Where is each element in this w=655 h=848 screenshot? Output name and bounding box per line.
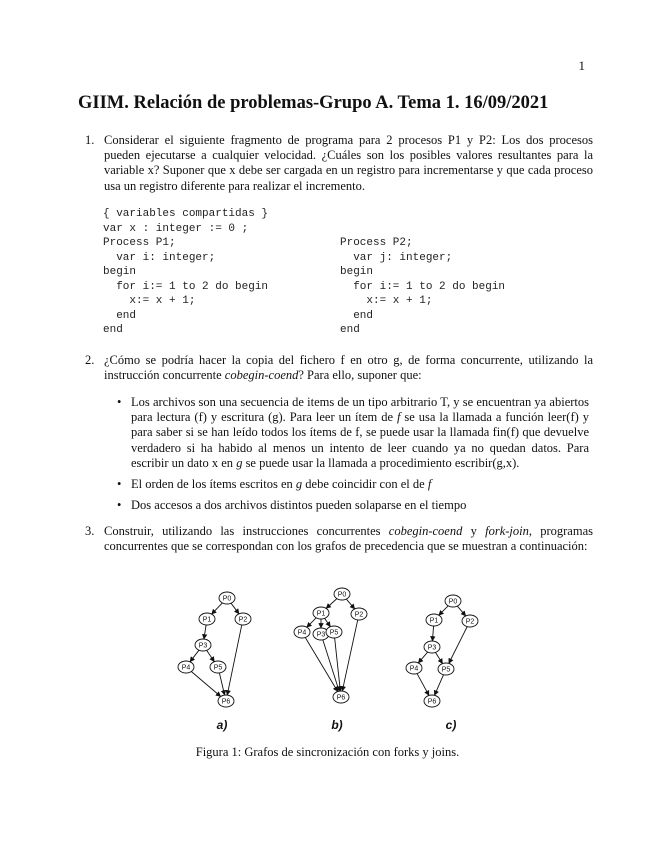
page-number: 1	[578, 58, 585, 73]
graph-node-label: P0	[222, 595, 232, 603]
graph-node-label: P6	[427, 698, 437, 706]
precedence-edge	[191, 671, 220, 696]
precedence-graphs	[170, 585, 490, 735]
precedence-edge	[323, 640, 339, 691]
code-process-p1: { variables compartidas } var x : integer := 0 ; Process P1; var i: integer; begin for i:= 1 to 2 do begin x:= x + 1; end end	[103, 208, 269, 336]
problem-text: Construir, utilizando las instrucciones concurrentes cobegin-coend y fork-join, programas concurrentes que se correspondan con los grafos de precedencia que se muestran a continuación:	[104, 524, 593, 554]
graph-node-label: P4	[297, 629, 307, 637]
precedence-edge	[204, 625, 206, 639]
problem-number: 1.	[85, 133, 95, 147]
precedence-edge	[307, 618, 316, 627]
graph-node-label: P6	[221, 698, 231, 706]
figure-caption: Figura 1: Grafos de sincronización con forks y joins.	[195, 745, 460, 759]
precedence-edge	[342, 620, 357, 691]
page-title: GIIM. Relación de problemas-Grupo A. Tema 1. 16/09/2021	[78, 93, 549, 113]
precedence-edge	[190, 650, 199, 662]
precedence-edge	[212, 603, 223, 614]
precedence-edge	[457, 606, 465, 616]
graph-node-label: P1	[429, 617, 439, 625]
precedence-edge	[207, 650, 215, 661]
graph-node-label: P3	[198, 642, 208, 650]
graph-node-label: P2	[354, 611, 364, 619]
precedence-edge	[434, 675, 443, 696]
precedence-edge	[325, 618, 331, 626]
problem-text: ¿Cómo se podría hacer la copia del fichero f en otro g, de forma concurrente, utilizando la instrucción concurrente cobegin-coend? Para ello, suponer que:	[104, 353, 593, 383]
graph-node-label: P1	[202, 616, 212, 624]
graph-node-label: P5	[213, 664, 223, 672]
graph-node-label: P4	[181, 664, 191, 672]
problem-number: 3.	[85, 524, 95, 538]
graph-node-label: P0	[337, 591, 347, 599]
graph-node-label: P6	[336, 694, 346, 702]
precedence-edge	[435, 652, 442, 663]
graph-node-label: P0	[448, 598, 458, 606]
list-item: • Dos accesos a dos archivos distintos pueden solaparse en el tiempo	[117, 498, 589, 513]
precedence-graphs-figure	[170, 585, 490, 740]
problem-1	[85, 133, 593, 194]
problem-3	[85, 524, 593, 554]
graph-node-label: P1	[316, 610, 326, 618]
graph-node-label: P3	[316, 631, 326, 639]
precedence-edge	[326, 599, 337, 609]
precedence-edge	[305, 637, 337, 691]
precedence-edge	[227, 625, 242, 695]
precedence-edge	[335, 638, 341, 691]
graph-node-label: P3	[427, 644, 437, 652]
problem-number: 2.	[85, 353, 95, 367]
code-process-p2: Process P2; var j: integer; begin for i:= 1 to 2 do begin x:= x + 1; end end	[340, 237, 506, 336]
problem-2	[85, 353, 593, 383]
precedence-graph	[294, 588, 367, 732]
graph-label: c)	[445, 718, 457, 732]
graph-node-label: P2	[465, 618, 475, 626]
precedence-edge	[231, 603, 239, 614]
graph-node-label: P5	[441, 666, 451, 674]
precedence-edge	[346, 599, 354, 609]
problem-text: Considerar el siguiente fragmento de programa para 2 procesos P1 y P2: Los dos procesos pueden ejecutarse a cualquier velocidad. ¿Cuáles son los posibles valores resultantes para la variable x? Suponer que x debe ser cargada en un registro para incrementarse y que cada proceso usa un registro diferente para realizar el incremento.	[104, 133, 593, 193]
list-item: • El orden de los ítems escritos en g debe coincidir con el de f	[117, 477, 589, 492]
precedence-edge	[432, 626, 433, 641]
precedence-edge	[219, 673, 224, 695]
precedence-edge	[417, 674, 429, 696]
precedence-graph	[406, 595, 478, 732]
precedence-graph	[178, 592, 251, 732]
graph-node-label: P5	[329, 629, 339, 637]
graph-label: a)	[216, 718, 228, 732]
list-item: • Los archivos son una secuencia de items de un tipo arbitrario T, y se encuentran ya abiertos para lectura (f) y escritura (g). Para leer un ítem de f se usa la llamada a función leer(f) y para saber si se han leído todos los ítems de f, se puede usar la llamada fin(f) que devuelve verdadero si ha habido al menos un intento de leer cuando ya no quedan datos. Para escribir un dato x en g se puede usar la llamada a procedimiento escribir(g,x).	[117, 395, 589, 471]
graph-label: b)	[331, 718, 343, 732]
precedence-edge	[418, 652, 427, 663]
precedence-edge	[449, 627, 467, 664]
precedence-edge	[439, 606, 448, 615]
assumption-list	[117, 395, 589, 519]
graph-node-label: P2	[238, 616, 248, 624]
graph-node-label: P4	[409, 665, 419, 673]
